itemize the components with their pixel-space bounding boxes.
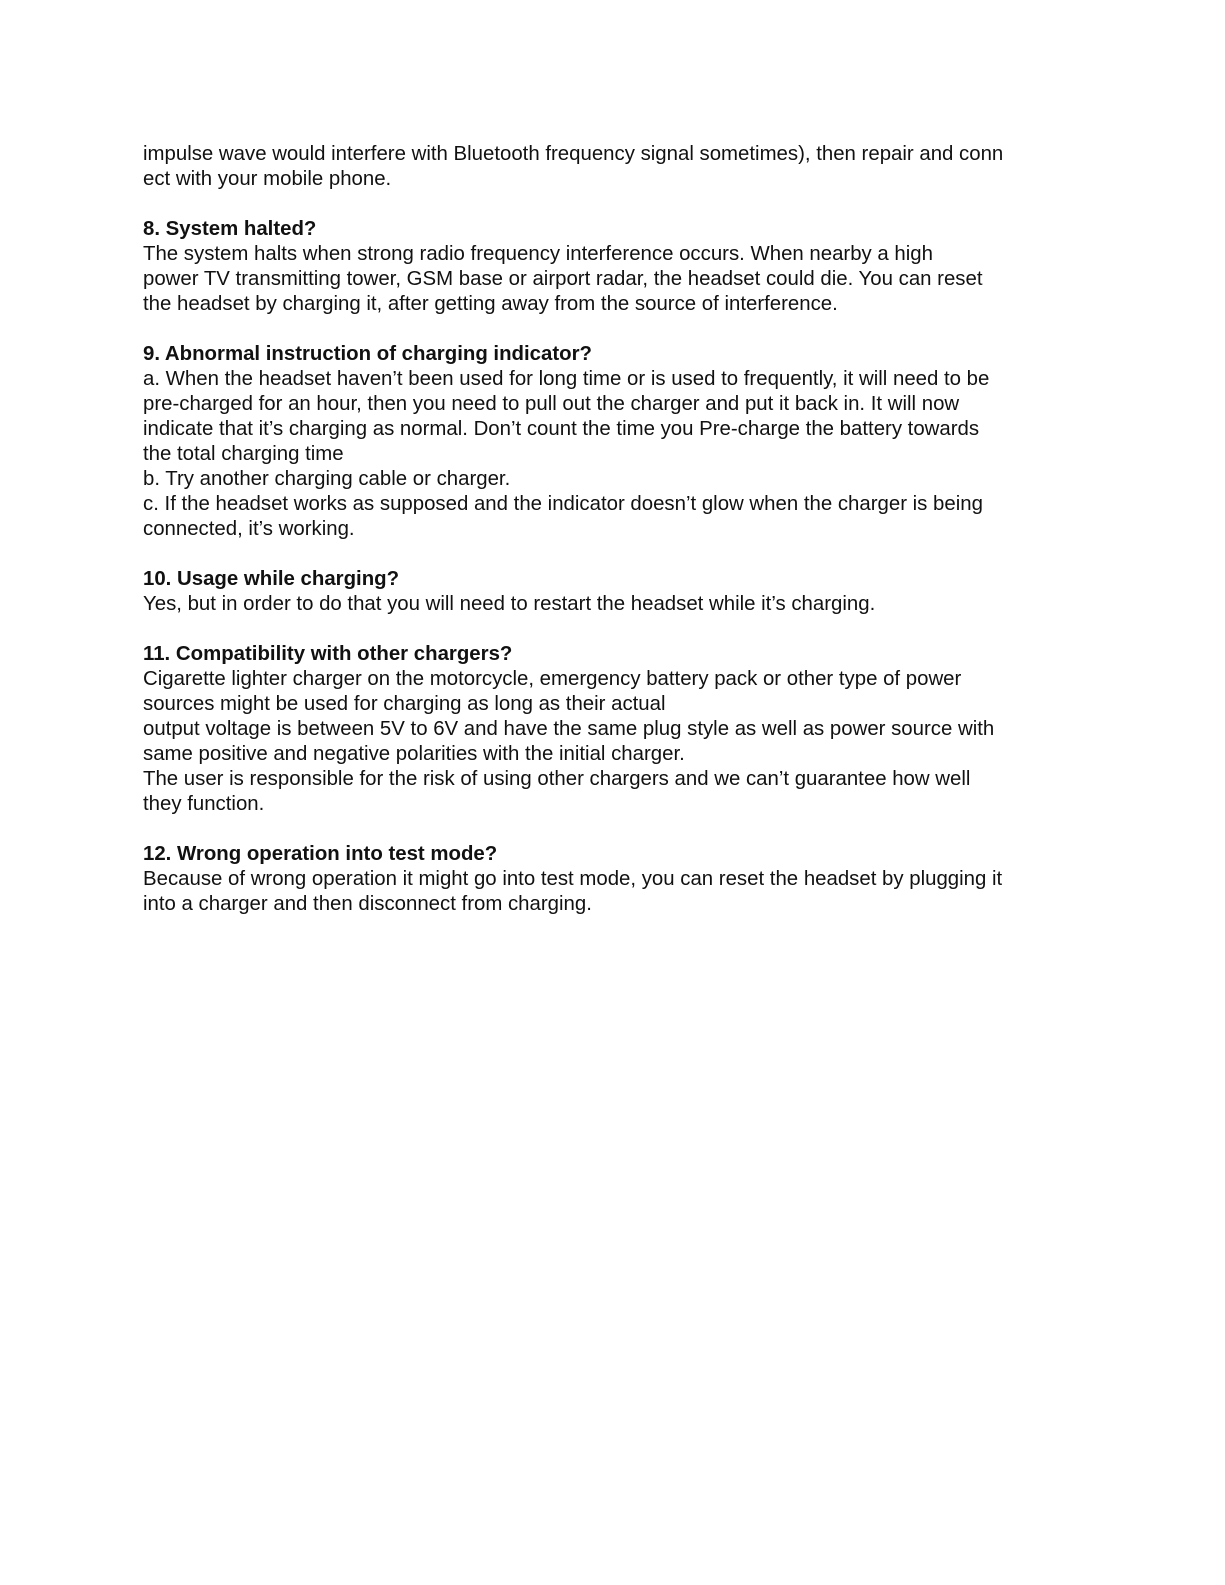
paragraph-line: The system halts when strong radio frequency interference occurs. When nearby a high xyxy=(143,243,933,265)
section-heading: 10. Usage while charging? xyxy=(143,568,400,590)
section-spacer xyxy=(143,817,1083,842)
section-charging-indicator xyxy=(143,342,1083,542)
section-spacer xyxy=(143,317,1083,342)
section-spacer xyxy=(143,617,1083,642)
paragraph-line: output voltage is between 5V to 6V and have the same plug style as well as power source with xyxy=(143,718,995,740)
paragraph-line: sources might be used for charging as long as their actual xyxy=(143,693,666,715)
paragraph-line: a. When the headset haven’t been used for long time or is used to frequently, it will need to be xyxy=(143,368,990,390)
paragraph-line: the headset by charging it, after getting away from the source of interference. xyxy=(143,293,838,315)
section-heading: 11. Compatibility with other chargers? xyxy=(143,643,513,665)
section-charger-compatibility xyxy=(143,642,1083,817)
paragraph-line: indicate that it’s charging as normal. Don’t count the time you Pre-charge the battery towards xyxy=(143,418,980,440)
section-heading: 8. System halted? xyxy=(143,218,317,240)
paragraph-line: power TV transmitting tower, GSM base or airport radar, the headset could die. You can reset xyxy=(143,268,983,290)
paragraph-line: c. If the headset works as supposed and the indicator doesn’t glow when the charger is being xyxy=(143,493,983,515)
paragraph-line: Cigarette lighter charger on the motorcycle, emergency battery pack or other type of power xyxy=(143,668,962,690)
section-test-mode xyxy=(143,842,1083,917)
intro-paragraph xyxy=(143,142,1083,192)
section-usage-while-charging xyxy=(143,567,1083,617)
paragraph-line: The user is responsible for the risk of using other chargers and we can’t guarantee how well xyxy=(143,768,971,790)
paragraph-line: ect with your mobile phone. xyxy=(143,168,392,190)
paragraph-line: the total charging time xyxy=(143,443,344,465)
section-heading: 9. Abnormal instruction of charging indicator? xyxy=(143,343,592,365)
paragraph-line: same positive and negative polarities with the initial charger. xyxy=(143,743,685,765)
paragraph-line: into a charger and then disconnect from charging. xyxy=(143,893,592,915)
paragraph-line: impulse wave would interfere with Bluetooth frequency signal sometimes), then repair and conn xyxy=(143,143,1004,165)
section-system-halted xyxy=(143,217,1083,317)
paragraph-line: pre-charged for an hour, then you need to pull out the charger and put it back in. It will now xyxy=(143,393,960,415)
paragraph-line: Because of wrong operation it might go into test mode, you can reset the headset by plugging it xyxy=(143,868,1003,890)
paragraph-line: connected, it’s working. xyxy=(143,518,355,540)
section-spacer xyxy=(143,542,1083,567)
paragraph-line: b. Try another charging cable or charger. xyxy=(143,468,511,490)
paragraph-line: Yes, but in order to do that you will need to restart the headset while it’s charging. xyxy=(143,593,876,615)
section-spacer xyxy=(143,192,1083,217)
section-heading: 12. Wrong operation into test mode? xyxy=(143,843,498,865)
paragraph-line: they function. xyxy=(143,793,265,815)
document-page xyxy=(143,142,1083,917)
